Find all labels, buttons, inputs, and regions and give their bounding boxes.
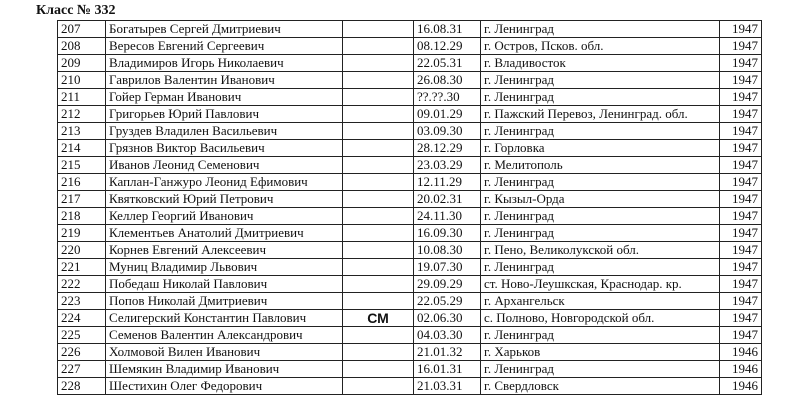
note-mark-cell bbox=[343, 191, 414, 208]
birth-place-cell: г. Ленинград bbox=[481, 21, 720, 38]
page-title: Класс № 332 bbox=[36, 3, 116, 18]
note-mark-cell bbox=[343, 242, 414, 259]
student-name-cell: Каплан-Ганжуро Леонид Ефимович bbox=[106, 174, 343, 191]
table-row bbox=[58, 157, 762, 174]
birth-place-cell: г. Ленинград bbox=[481, 174, 720, 191]
row-number-cell: 226 bbox=[58, 344, 106, 361]
birth-place-cell: ст. Ново-Леушкская, Краснодар. кр. bbox=[481, 276, 720, 293]
table-row bbox=[58, 276, 762, 293]
birth-date-cell: 04.03.30 bbox=[414, 327, 481, 344]
table-body bbox=[58, 21, 762, 395]
row-number-cell: 207 bbox=[58, 21, 106, 38]
birth-date-cell: 28.12.29 bbox=[414, 140, 481, 157]
year-cell: 1947 bbox=[720, 225, 762, 242]
note-mark-cell bbox=[343, 293, 414, 310]
birth-date-cell: ??.??.30 bbox=[414, 89, 481, 106]
note-mark-cell bbox=[343, 123, 414, 140]
note-mark-cell bbox=[343, 259, 414, 276]
student-name-cell: Григорьев Юрий Павлович bbox=[106, 106, 343, 123]
student-name-cell: Грязнов Виктор Васильевич bbox=[106, 140, 343, 157]
student-name-cell: Холмовой Вилен Иванович bbox=[106, 344, 343, 361]
student-name-cell: Груздев Владилен Васильевич bbox=[106, 123, 343, 140]
row-number-cell: 210 bbox=[58, 72, 106, 89]
table-row bbox=[58, 174, 762, 191]
row-number-cell: 227 bbox=[58, 361, 106, 378]
year-cell: 1946 bbox=[720, 344, 762, 361]
row-number-cell: 212 bbox=[58, 106, 106, 123]
class-roster-table bbox=[57, 20, 762, 395]
year-cell: 1946 bbox=[720, 378, 762, 395]
birth-date-cell: 03.09.30 bbox=[414, 123, 481, 140]
birth-date-cell: 29.09.29 bbox=[414, 276, 481, 293]
row-number-cell: 215 bbox=[58, 157, 106, 174]
note-mark-cell bbox=[343, 225, 414, 242]
note-mark-cell: СМ bbox=[343, 310, 414, 327]
table-row bbox=[58, 208, 762, 225]
student-name-cell: Владимиров Игорь Николаевич bbox=[106, 55, 343, 72]
row-number-cell: 213 bbox=[58, 123, 106, 140]
row-number-cell: 209 bbox=[58, 55, 106, 72]
row-number-cell: 221 bbox=[58, 259, 106, 276]
birth-place-cell: г. Архангельск bbox=[481, 293, 720, 310]
table-row bbox=[58, 344, 762, 361]
note-mark-cell bbox=[343, 361, 414, 378]
student-name-cell: Шемякин Владимир Иванович bbox=[106, 361, 343, 378]
student-name-cell: Иванов Леонид Семенович bbox=[106, 157, 343, 174]
table-row bbox=[58, 361, 762, 378]
student-name-cell: Корнев Евгений Алексеевич bbox=[106, 242, 343, 259]
row-number-cell: 228 bbox=[58, 378, 106, 395]
year-cell: 1947 bbox=[720, 157, 762, 174]
row-number-cell: 218 bbox=[58, 208, 106, 225]
row-number-cell: 208 bbox=[58, 38, 106, 55]
note-mark-cell bbox=[343, 276, 414, 293]
note-mark-cell bbox=[343, 208, 414, 225]
birth-place-cell: г. Ленинград bbox=[481, 89, 720, 106]
birth-date-cell: 16.08.31 bbox=[414, 21, 481, 38]
student-name-cell: Вересов Евгений Сергеевич bbox=[106, 38, 343, 55]
row-number-cell: 217 bbox=[58, 191, 106, 208]
birth-place-cell: г. Ленинград bbox=[481, 361, 720, 378]
note-mark-cell bbox=[343, 174, 414, 191]
note-mark-cell bbox=[343, 106, 414, 123]
student-name-cell: Попов Николай Дмитриевич bbox=[106, 293, 343, 310]
birth-date-cell: 20.02.31 bbox=[414, 191, 481, 208]
table-row bbox=[58, 327, 762, 344]
student-name-cell: Гойер Герман Иванович bbox=[106, 89, 343, 106]
student-name-cell: Гаврилов Валентин Иванович bbox=[106, 72, 343, 89]
birth-date-cell: 22.05.29 bbox=[414, 293, 481, 310]
year-cell: 1947 bbox=[720, 276, 762, 293]
student-name-cell: Муниц Владимир Львович bbox=[106, 259, 343, 276]
note-mark-cell bbox=[343, 157, 414, 174]
birth-date-cell: 08.12.29 bbox=[414, 38, 481, 55]
birth-date-cell: 09.01.29 bbox=[414, 106, 481, 123]
birth-place-cell: г. Свердловск bbox=[481, 378, 720, 395]
table-row bbox=[58, 89, 762, 106]
year-cell: 1947 bbox=[720, 242, 762, 259]
birth-date-cell: 26.08.30 bbox=[414, 72, 481, 89]
birth-place-cell: г. Ленинград bbox=[481, 327, 720, 344]
student-name-cell: Келлер Георгий Иванович bbox=[106, 208, 343, 225]
note-mark-cell bbox=[343, 89, 414, 106]
birth-date-cell: 24.11.30 bbox=[414, 208, 481, 225]
birth-date-cell: 23.03.29 bbox=[414, 157, 481, 174]
year-cell: 1947 bbox=[720, 208, 762, 225]
year-cell: 1947 bbox=[720, 89, 762, 106]
year-cell: 1947 bbox=[720, 191, 762, 208]
birth-place-cell: г. Ленинград bbox=[481, 225, 720, 242]
student-name-cell: Богатырев Сергей Дмитриевич bbox=[106, 21, 343, 38]
table-row bbox=[58, 106, 762, 123]
table-row bbox=[58, 293, 762, 310]
birth-date-cell: 12.11.29 bbox=[414, 174, 481, 191]
table-row bbox=[58, 310, 762, 327]
note-mark-cell bbox=[343, 378, 414, 395]
year-cell: 1947 bbox=[720, 293, 762, 310]
birth-date-cell: 16.01.31 bbox=[414, 361, 481, 378]
year-cell: 1947 bbox=[720, 72, 762, 89]
year-cell: 1947 bbox=[720, 140, 762, 157]
birth-date-cell: 21.03.31 bbox=[414, 378, 481, 395]
table-row bbox=[58, 38, 762, 55]
table-row bbox=[58, 140, 762, 157]
birth-place-cell: г. Мелитополь bbox=[481, 157, 720, 174]
student-name-cell: Квятковский Юрий Петрович bbox=[106, 191, 343, 208]
birth-place-cell: г. Пено, Великолукской обл. bbox=[481, 242, 720, 259]
birth-date-cell: 10.08.30 bbox=[414, 242, 481, 259]
birth-place-cell: с. Полново, Новгородской обл. bbox=[481, 310, 720, 327]
year-cell: 1947 bbox=[720, 174, 762, 191]
year-cell: 1947 bbox=[720, 21, 762, 38]
note-mark-cell bbox=[343, 21, 414, 38]
birth-place-cell: г. Ленинград bbox=[481, 259, 720, 276]
year-cell: 1947 bbox=[720, 259, 762, 276]
birth-date-cell: 16.09.30 bbox=[414, 225, 481, 242]
student-name-cell: Клементьев Анатолий Дмитриевич bbox=[106, 225, 343, 242]
row-number-cell: 223 bbox=[58, 293, 106, 310]
year-cell: 1946 bbox=[720, 361, 762, 378]
student-name-cell: Победаш Николай Павлович bbox=[106, 276, 343, 293]
year-cell: 1947 bbox=[720, 106, 762, 123]
birth-place-cell: г. Ленинград bbox=[481, 72, 720, 89]
table-row bbox=[58, 225, 762, 242]
row-number-cell: 222 bbox=[58, 276, 106, 293]
birth-date-cell: 19.07.30 bbox=[414, 259, 481, 276]
note-mark-cell bbox=[343, 140, 414, 157]
year-cell: 1947 bbox=[720, 310, 762, 327]
row-number-cell: 224 bbox=[58, 310, 106, 327]
birth-date-cell: 22.05.31 bbox=[414, 55, 481, 72]
year-cell: 1947 bbox=[720, 55, 762, 72]
note-mark-cell bbox=[343, 327, 414, 344]
birth-place-cell: г. Ленинград bbox=[481, 123, 720, 140]
year-cell: 1947 bbox=[720, 38, 762, 55]
table-row bbox=[58, 72, 762, 89]
table-row bbox=[58, 55, 762, 72]
table-row bbox=[58, 21, 762, 38]
student-name-cell: Шестихин Олег Федорович bbox=[106, 378, 343, 395]
year-cell: 1947 bbox=[720, 327, 762, 344]
note-mark-cell bbox=[343, 38, 414, 55]
birth-place-cell: г. Остров, Псков. обл. bbox=[481, 38, 720, 55]
row-number-cell: 214 bbox=[58, 140, 106, 157]
table-row bbox=[58, 242, 762, 259]
table-row bbox=[58, 378, 762, 395]
row-number-cell: 225 bbox=[58, 327, 106, 344]
row-number-cell: 219 bbox=[58, 225, 106, 242]
table-row bbox=[58, 259, 762, 276]
row-number-cell: 216 bbox=[58, 174, 106, 191]
table-row bbox=[58, 123, 762, 140]
birth-place-cell: г. Пажский Перевоз, Ленинград. обл. bbox=[481, 106, 720, 123]
row-number-cell: 220 bbox=[58, 242, 106, 259]
birth-place-cell: г. Горловка bbox=[481, 140, 720, 157]
note-mark-cell bbox=[343, 72, 414, 89]
student-name-cell: Семенов Валентин Александрович bbox=[106, 327, 343, 344]
birth-place-cell: г. Ленинград bbox=[481, 208, 720, 225]
year-cell: 1947 bbox=[720, 123, 762, 140]
birth-place-cell: г. Владивосток bbox=[481, 55, 720, 72]
row-number-cell: 211 bbox=[58, 89, 106, 106]
student-name-cell: Селигерский Константин Павлович bbox=[106, 310, 343, 327]
birth-date-cell: 02.06.30 bbox=[414, 310, 481, 327]
birth-date-cell: 21.01.32 bbox=[414, 344, 481, 361]
note-mark-cell bbox=[343, 55, 414, 72]
birth-place-cell: г. Кызыл-Орда bbox=[481, 191, 720, 208]
birth-place-cell: г. Харьков bbox=[481, 344, 720, 361]
note-mark-cell bbox=[343, 344, 414, 361]
table-row bbox=[58, 191, 762, 208]
